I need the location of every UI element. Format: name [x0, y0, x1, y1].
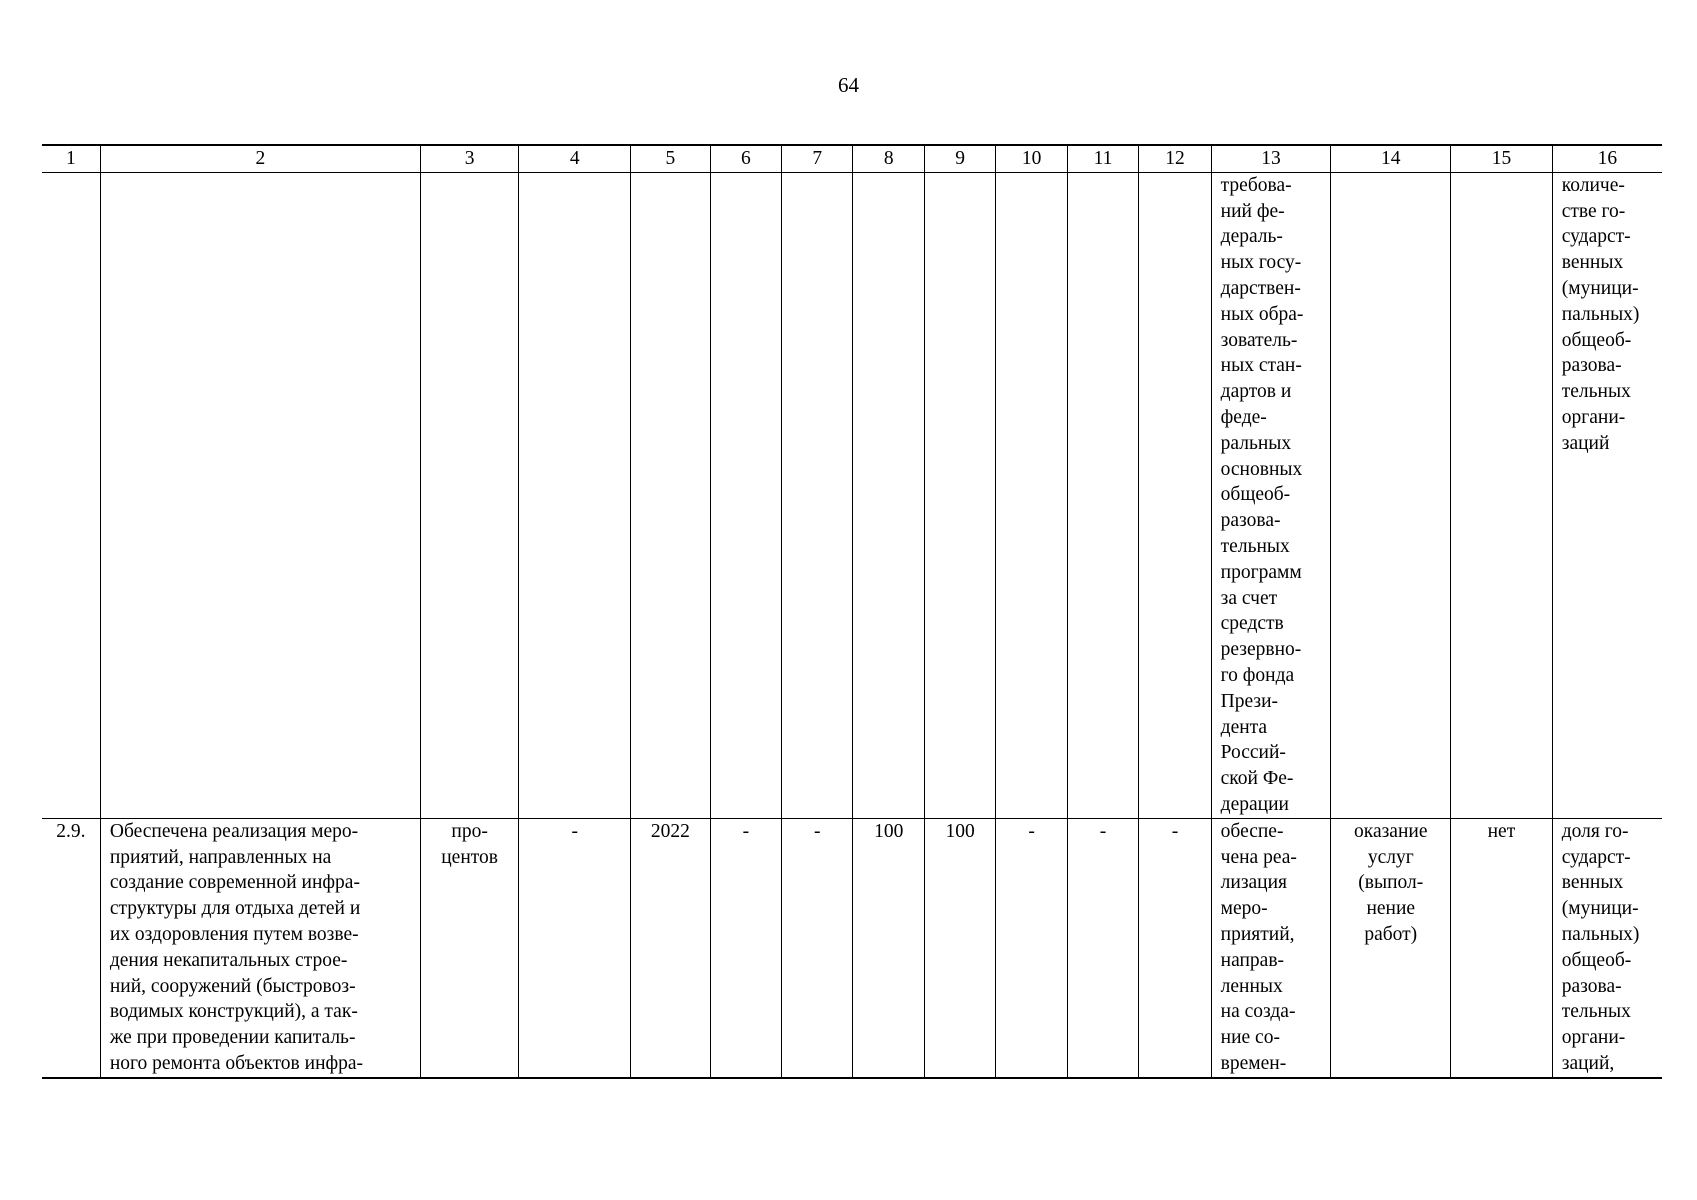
table-cell: - — [1139, 818, 1211, 1078]
table-cell — [519, 172, 631, 818]
table-cell: 100 — [924, 818, 995, 1078]
table-cell — [710, 172, 781, 818]
column-number: 12 — [1139, 145, 1211, 172]
table-cell: - — [782, 818, 853, 1078]
table-cell — [853, 172, 924, 818]
table-cell: - — [519, 818, 631, 1078]
column-number: 16 — [1552, 145, 1662, 172]
table-cell: требова- ний фе- дераль- ных госу- дарствен- ных обра- зователь- ных стан- дартов и феде- ральных основных общеоб- разова- тельных программ за счет средств резервно- го фонда Прези- дента Россий- ской Фе- дерации — [1211, 172, 1331, 818]
column-number: 2 — [100, 145, 420, 172]
column-number-row — [42, 145, 1662, 172]
table-cell — [1139, 172, 1211, 818]
column-number: 6 — [710, 145, 781, 172]
table-cell: 2.9. — [42, 818, 100, 1078]
table-cell: доля го- сударст- венных (муници- пальных) общеоб- разова- тельных органи- заций, — [1552, 818, 1662, 1078]
column-number: 8 — [853, 145, 924, 172]
table-cell: 2022 — [631, 818, 710, 1078]
table-cell — [1331, 172, 1451, 818]
column-number: 9 — [924, 145, 995, 172]
table-cell — [42, 172, 100, 818]
table-cell: нет — [1451, 818, 1553, 1078]
column-number: 11 — [1067, 145, 1138, 172]
column-number: 4 — [519, 145, 631, 172]
table-cell: - — [1067, 818, 1138, 1078]
page-number: 64 — [838, 73, 859, 97]
column-number: 1 — [42, 145, 100, 172]
table-row — [42, 172, 1662, 818]
table-cell: Обеспечена реализация меро- приятий, направленных на создание современной инфра- структуры для отдыха детей и их оздоровления путем возве- дения некапитальных строе- ний, сооружений (быстровоз- водимых конструкций), а так- же при проведении капиталь- ного ремонта объектов инфра- — [100, 818, 420, 1078]
column-number: 5 — [631, 145, 710, 172]
column-number: 7 — [782, 145, 853, 172]
table-cell: - — [996, 818, 1067, 1078]
table-row — [42, 818, 1662, 1078]
table-cell — [1451, 172, 1553, 818]
table-cell: количе- стве го- сударст- венных (муници- пальных) общеоб- разова- тельных органи- заций — [1552, 172, 1662, 818]
table-cell — [631, 172, 710, 818]
column-number: 14 — [1331, 145, 1451, 172]
table-cell — [100, 172, 420, 818]
table-cell — [996, 172, 1067, 818]
column-number: 15 — [1451, 145, 1553, 172]
table-cell: оказание услуг (выпол- нение работ) — [1331, 818, 1451, 1078]
table-cell: обеспе- чена реа- лизация меро- приятий, направ- ленных на созда- ние со- времен- — [1211, 818, 1331, 1078]
column-number: 10 — [996, 145, 1067, 172]
table-cell — [420, 172, 519, 818]
column-number: 13 — [1211, 145, 1331, 172]
table-cell: 100 — [853, 818, 924, 1078]
table-cell — [1067, 172, 1138, 818]
document-table — [42, 144, 1662, 1079]
table-cell — [782, 172, 853, 818]
table-cell: про- центов — [420, 818, 519, 1078]
table-cell — [924, 172, 995, 818]
table-cell: - — [710, 818, 781, 1078]
column-number: 3 — [420, 145, 519, 172]
